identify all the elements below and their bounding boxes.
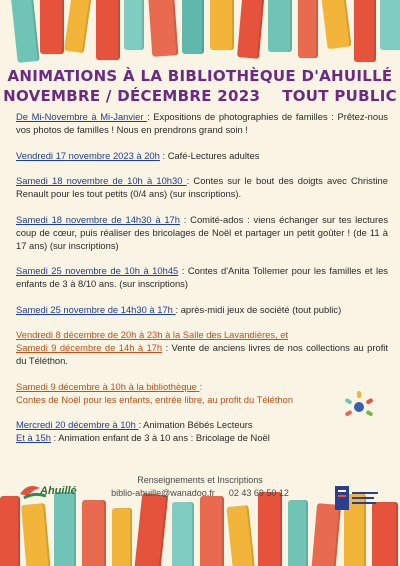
event-date: Samedi 25 novembre de 10h à 10h45	[16, 265, 179, 276]
book-spine	[21, 503, 51, 566]
book-spine	[64, 0, 92, 53]
event-exposition	[16, 110, 388, 136]
contact-line	[0, 487, 400, 500]
title-line-2	[0, 86, 400, 106]
title-line-1: ANIMATIONS À LA BIBLIOTHÈQUE D'AHUILLÉ	[7, 67, 393, 85]
telethon-sun-icon	[342, 388, 376, 422]
event-vente-livres	[16, 328, 388, 367]
page-title	[0, 66, 400, 106]
title-period: NOVEMBRE / DÉCEMBRE 2023	[3, 87, 261, 105]
event-description: : Café-Lectures adultes	[159, 149, 260, 161]
book-spine	[210, 0, 234, 50]
event-date: Samedi 9 décembre de 14h à 17h	[16, 342, 163, 353]
book-spine	[112, 508, 132, 566]
contact-heading: Renseignements et Inscriptions	[137, 475, 263, 485]
event-description: : Animation enfant de 3 à 10 ans : Bricolage de Noël	[50, 432, 270, 443]
event-date: Samedi 25 novembre de 14h30 à 17h	[16, 303, 176, 315]
event-contes-tout-petits	[16, 174, 388, 200]
event-description: Contes de Noël pour les enfants, entrée libre, au profit du Téléthon	[16, 393, 294, 405]
book-spine	[288, 500, 308, 566]
event-date: Vendredi 8 décembre de 20h à 23h à la Salle des Lavandières, et	[16, 329, 289, 340]
event-cafe-lectures	[16, 149, 388, 162]
event-jeux-societe	[16, 303, 388, 316]
book-spine	[96, 0, 120, 60]
contact-footer	[0, 474, 400, 500]
book-spine	[298, 0, 318, 58]
event-contes-familles	[16, 264, 388, 290]
event-contes-noel	[16, 380, 388, 406]
book-spine	[182, 0, 204, 54]
book-spine	[148, 0, 179, 57]
event-description: : Contes d'Anita Tollemer pour les familles et les enfants de 3 à 8/10 ans. (sur inscriptions)	[16, 265, 388, 289]
book-spine	[0, 496, 20, 566]
event-description: : Expositions de photographies de familles : Prêtez-nous vos photos de familles ! Nous en prendrons grand soin !	[16, 111, 388, 135]
contact-email[interactable]: biblio-ahuille@wanadoo.fr	[111, 488, 215, 498]
book-spine	[380, 0, 400, 50]
book-spine	[354, 0, 376, 62]
book-spine	[134, 493, 168, 566]
book-spine	[40, 0, 64, 54]
event-date: Vendredi 17 novembre 2023 à 20h	[16, 149, 160, 161]
event-date: Samedi 18 novembre de 10h à 10h30	[16, 175, 187, 186]
event-date: Samedi 18 novembre de 14h30 à 17h	[16, 213, 180, 225]
book-spine	[320, 0, 351, 49]
event-date-suffix: :	[199, 380, 203, 392]
book-spine	[268, 0, 292, 52]
event-description: : Vente de anciens livres de nos collections au profit du Téléthon.	[16, 342, 388, 366]
event-date: De Mi-Novembre à Mi-Janvier	[16, 111, 148, 122]
event-comite-ados	[16, 213, 388, 252]
book-spine	[200, 496, 224, 566]
event-date: Samedi 9 décembre à 10h à la bibliothèque	[16, 380, 200, 392]
event-date: Mercredi 20 décembre à 10h	[16, 419, 139, 430]
book-spine	[10, 0, 39, 63]
book-spine	[172, 502, 194, 566]
event-description: : Animation Bébés Lecteurs	[138, 419, 253, 430]
event-bebes-lecteurs	[16, 418, 388, 444]
book-spine	[226, 505, 255, 566]
event-description: : après-midi jeux de société (tout public)	[175, 303, 342, 315]
book-spine	[82, 500, 106, 566]
contact-phone[interactable]: 02 43 69 50 12	[228, 488, 289, 498]
title-audience: TOUT PUBLIC	[282, 87, 397, 105]
top-books-decoration	[0, 0, 400, 70]
book-spine	[237, 0, 265, 59]
book-spine	[124, 0, 144, 50]
events-list	[16, 110, 388, 457]
event-date: Et à 15h	[16, 432, 51, 443]
book-spine	[258, 492, 282, 566]
event-description: : Comité-ados : viens échanger sur tes lectures coup de cœur, puis réaliser des bricolages de Noël et partager un petit goûter ! (de 11 à 17 ans) (sur inscriptions)	[16, 213, 389, 251]
event-description: : Contes sur le bout des doigts avec Christine Renault pour les tout petits (0/4 ans) (sur inscriptions).	[16, 175, 388, 199]
ahuille-logo-text: Ahuillé	[40, 485, 77, 497]
